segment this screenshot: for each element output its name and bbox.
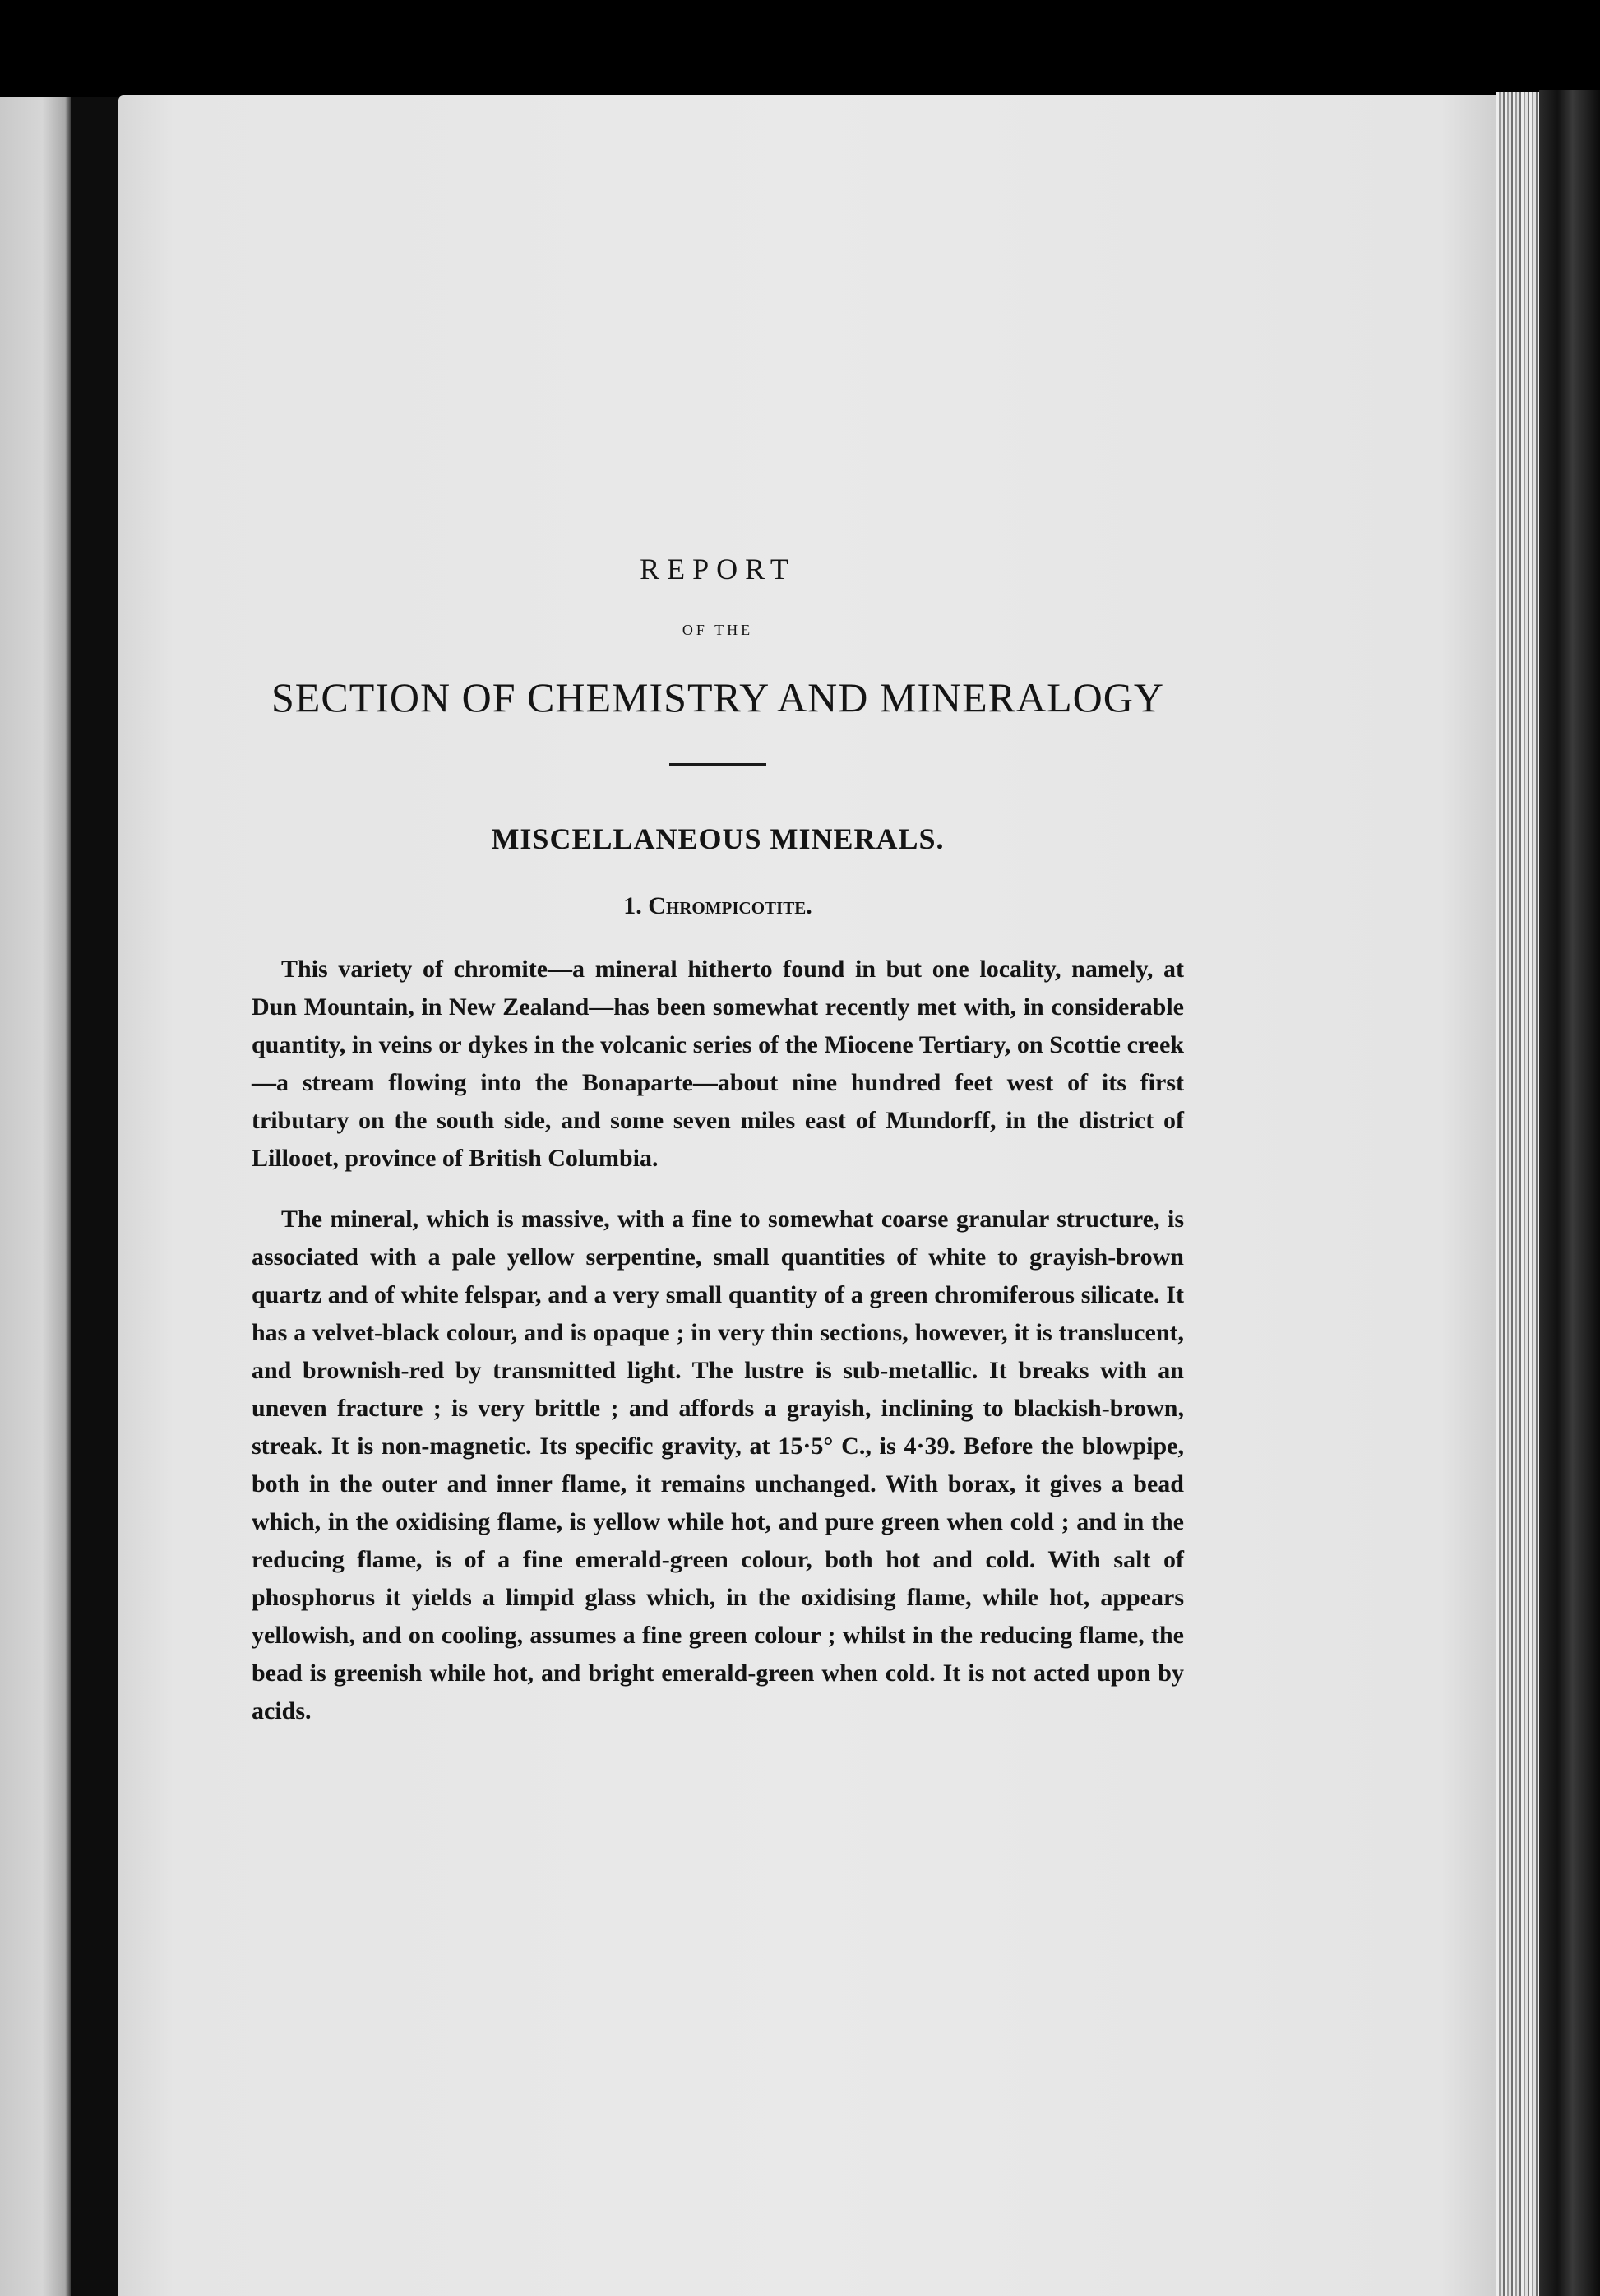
- paragraph-1: This variety of chromite—a mineral hitherto found in but one locality, namely, at Dun Mountain, in New Zealand—has been somewhat recently met with, in considerable quantity, in veins or dykes in the volcanic series of the Miocene Tertiary, on Scottie creek—a stream flowing into the Bonaparte—about nine hundred feet west of its first tributary on the south side, and some seven miles east of Mundorff, in the district of Lillooet, province of British Columbia.: [252, 956, 1184, 1172]
- paragraph-2: The mineral, which is massive, with a fine to somewhat coarse granular structure, is associated with a pale yellow serpentine, small quantities of white to grayish-brown quartz and of white felspar, and a very small quantity of a green chromiferous silicate. It has a velvet-black colour, and is opaque ; in very thin sections, however, it is translucent, and brownish-red by transmitted light. The lustre is sub-metallic. It breaks with an uneven fracture ; is very brittle ; and affords a grayish, inclining to blackish-brown, streak. It is non-magnetic. Its specific gravity, at 15·5° C., is 4·39. Before the blowpipe, both in the outer and inner flame, it remains unchanged. With borax, it gives a bead which, in the oxidising flame, is yellow while hot, and pure green when cold ; and in the reducing flame, is of a fine emerald-green colour, both hot and cold. With salt of phosphorus it yields a limpid glass which, in the oxidising flame, while hot, appears yellowish, and on cooling, assumes a fine green colour ; whilst in the reducing flame, the bead is greenish while hot, and bright emerald-green when cold. It is not acted upon by acids.: [252, 1206, 1184, 1724]
- report-heading: REPORT: [640, 553, 796, 586]
- subsection-heading: [252, 890, 1184, 923]
- subsection-name: Chrompicotite.: [648, 892, 812, 919]
- book-gutter: [71, 97, 118, 2296]
- book-spine: [1539, 90, 1600, 2296]
- section-title: SECTION OF CHEMISTRY AND MINERALOGY: [271, 674, 1164, 720]
- facing-page-edge: [0, 97, 71, 2296]
- miscellaneous-heading: MISCELLANEOUS MINERALS.: [491, 822, 945, 855]
- page-stack-edges: [1496, 92, 1539, 2296]
- subsection-number: 1.: [623, 892, 642, 919]
- title-rule: [669, 763, 766, 766]
- page-content: [252, 551, 1184, 1730]
- of-the-line: OF THE: [682, 622, 754, 638]
